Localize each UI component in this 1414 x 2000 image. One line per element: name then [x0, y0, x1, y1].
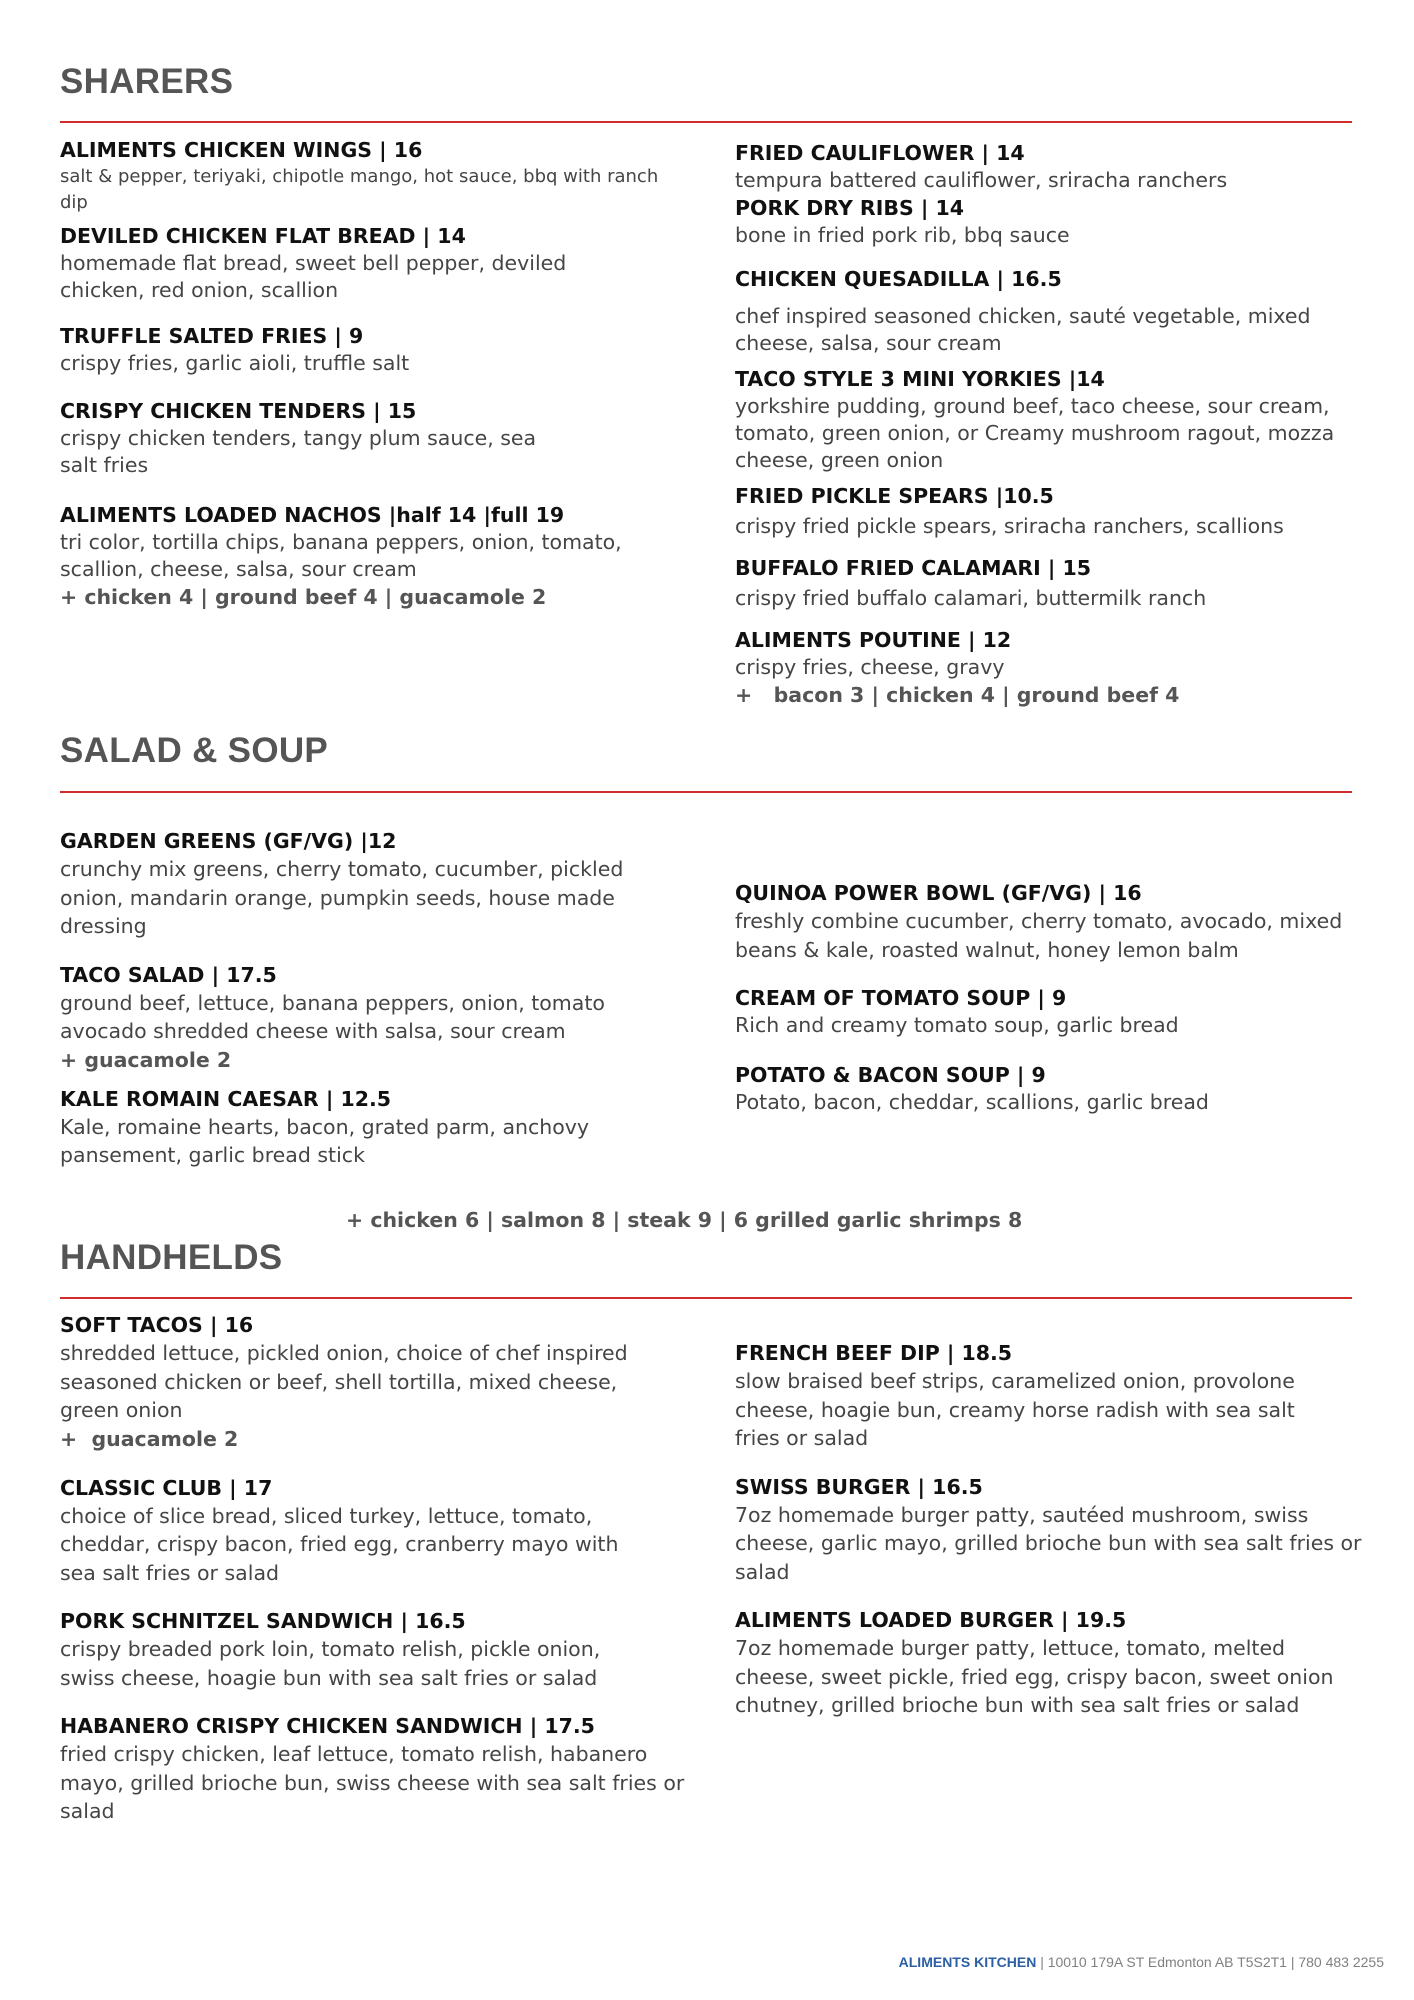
menu-item-loaded-nachos: [60, 501, 700, 612]
item-addons: + chicken 4 | ground beef 4 | guacamole 2: [60, 585, 547, 609]
item-name: FRIED CAULIFLOWER | 14: [735, 141, 1025, 165]
item-description: crunchy mix greens, cherry tomato, cucumber, pickled onion, mandarin orange, pumpkin seeds, house made dressing: [60, 857, 624, 938]
section-title-sharers: SHARERS: [60, 62, 234, 101]
item-name: HABANERO CRISPY CHICKEN SANDWICH | 17.5: [60, 1714, 595, 1738]
item-description: choice of slice bread, sliced turkey, lettuce, tomato, cheddar, crispy bacon, fried egg, cranberry mayo with sea salt fries or salad: [60, 1503, 619, 1585]
item-addons: + guacamole 2: [60, 1047, 232, 1072]
menu-item-garden-greens: [60, 827, 700, 941]
item-name: PORK SCHNITZEL SANDWICH | 16.5: [60, 1609, 466, 1633]
menu-item-buffalo-calamari: [735, 554, 1375, 612]
menu-item-poutine: [735, 626, 1375, 710]
item-description: 7oz homemade burger patty, lettuce, tomato, melted cheese, sweet pickle, fried egg, crispy bacon, sweet onion chutney, grilled brioche bun with sea salt fries or salad: [735, 1636, 1334, 1717]
menu-item-crispy-chicken-tenders: [60, 397, 700, 479]
item-addons: + guacamole 2: [60, 1426, 239, 1451]
menu-item-potato-bacon-soup: [735, 1061, 1375, 1116]
menu-item-french-beef-dip: [735, 1339, 1375, 1453]
item-description: salt & pepper, teriyaki, chipotle mango, hot sauce, bbq with ranch dip: [60, 166, 659, 213]
item-description: slow braised beef strips, caramelized onion, provolone cheese, hoagie bun, creamy horse radish with sea salt fries or salad: [735, 1369, 1295, 1450]
handhelds-left-column: [60, 1311, 700, 1826]
item-description: crispy fried buffalo calamari, buttermilk ranch: [735, 586, 1207, 610]
section-divider: [60, 1297, 1352, 1299]
salad-protein-addons: + chicken 6 | salmon 8 | steak 9 | 6 grilled garlic shrimps 8: [346, 1208, 1023, 1232]
item-description: crispy chicken tenders, tangy plum sauce, sea salt fries: [60, 426, 537, 477]
menu-item-soft-tacos: [60, 1311, 700, 1454]
item-description: tempura battered cauliflower, sriracha ranchers: [735, 168, 1228, 192]
item-description: Rich and creamy tomato soup, garlic bread: [735, 1013, 1179, 1037]
item-name: SOFT TACOS | 16: [60, 1313, 254, 1337]
menu-item-classic-club: [60, 1474, 700, 1588]
section-divider: [60, 121, 1352, 123]
section-title-salad-soup: SALAD & SOUP: [60, 731, 329, 770]
menu-item-pork-dry-ribs: [735, 194, 1375, 249]
item-name: ALIMENTS LOADED NACHOS |half 14 |full 19: [60, 503, 565, 527]
item-description: yorkshire pudding, ground beef, taco cheese, sour cream, tomato, green onion, or Creamy mushroom ragout, mozza cheese, green onion: [735, 394, 1335, 472]
item-name: KALE ROMAIN CAESAR | 12.5: [60, 1086, 392, 1111]
item-description: crispy fries, garlic aioli, truffle salt: [60, 351, 410, 375]
item-name: BUFFALO FRIED CALAMARI | 15: [735, 556, 1092, 580]
item-description: Potato, bacon, cheddar, scallions, garlic bread: [735, 1090, 1209, 1114]
item-name: CHICKEN QUESADILLA | 16.5: [735, 267, 1062, 291]
item-name: FRENCH BEEF DIP | 18.5: [735, 1341, 1013, 1365]
menu-item-habanero-chicken-sandwich: [60, 1712, 700, 1826]
item-description: homemade flat bread, sweet bell pepper, deviled chicken, red onion, scallion: [60, 251, 567, 302]
item-name: TACO STYLE 3 MINI YORKIES |14: [735, 367, 1105, 391]
menu-item-chicken-wings: [60, 136, 700, 216]
menu-item-quinoa-power-bowl: [735, 879, 1375, 964]
menu-item-taco-salad: [60, 961, 700, 1075]
menu-item-truffle-salted-fries: [60, 322, 700, 377]
menu-item-kale-caesar: [60, 1085, 700, 1170]
section-divider: [60, 791, 1352, 793]
item-name: CLASSIC CLUB | 17: [60, 1475, 273, 1500]
item-description: shredded lettuce, pickled onion, choice of chef inspired seasoned chicken or beef, shell tortilla, mixed cheese, green onion: [60, 1341, 628, 1422]
item-description: ground beef, lettuce, banana peppers, onion, tomato avocado shredded cheese with salsa, sour cream: [60, 990, 605, 1043]
menu-item-fried-cauliflower: [735, 139, 1375, 194]
item-addons: + bacon 3 | chicken 4 | ground beef 4: [735, 683, 1180, 707]
menu-item-fried-pickle-spears: [735, 482, 1375, 540]
salad-soup-left-column: [60, 827, 700, 1170]
item-description: Kale, romaine hearts, bacon, grated parm, anchovy pansement, garlic bread stick: [60, 1114, 590, 1167]
item-name: CREAM OF TOMATO SOUP | 9: [735, 986, 1067, 1010]
item-name: GARDEN GREENS (GF/VG) |12: [60, 829, 397, 853]
item-name: ALIMENTS CHICKEN WINGS | 16: [60, 138, 423, 162]
sharers-right-column: [735, 139, 1375, 710]
sharers-left-column: [60, 136, 700, 612]
menu-item-pork-schnitzel-sandwich: [60, 1607, 700, 1692]
footer-brand: ALIMENTS KITCHEN: [898, 1954, 1037, 1970]
item-description: 7oz homemade burger patty, sautéed mushroom, swiss cheese, garlic mayo, grilled brioche bun with sea salt fries or salad: [735, 1502, 1362, 1584]
item-name: SWISS BURGER | 16.5: [735, 1474, 983, 1499]
item-description: crispy fries, cheese, gravy: [735, 655, 1005, 679]
item-name: ALIMENTS POUTINE | 12: [735, 628, 1012, 652]
footer-address-phone: | 10010 179A ST Edmonton AB T5S2T1 | 780 483 2255: [1036, 1954, 1384, 1970]
item-description: chef inspired seasoned chicken, sauté vegetable, mixed cheese, salsa, sour cream: [735, 304, 1311, 355]
salad-soup-right-column: [735, 879, 1375, 1116]
item-name: ALIMENTS LOADED BURGER | 19.5: [735, 1608, 1127, 1632]
item-name: TRUFFLE SALTED FRIES | 9: [60, 324, 364, 348]
item-description: crispy breaded pork loin, tomato relish, pickle onion, swiss cheese, hoagie bun with sea salt fries or salad: [60, 1637, 601, 1690]
item-description: bone in fried pork rib, bbq sauce: [735, 223, 1070, 247]
item-description: freshly combine cucumber, cherry tomato, avocado, mixed beans & kale, roasted walnut, honey lemon balm: [735, 909, 1343, 962]
menu-item-mini-yorkies: [735, 365, 1375, 474]
footer: [899, 1954, 1384, 1970]
menu-item-swiss-burger: [735, 1473, 1375, 1587]
item-name: DEVILED CHICKEN FLAT BREAD | 14: [60, 224, 466, 248]
item-name: QUINOA POWER BOWL (GF/VG) | 16: [735, 881, 1142, 905]
item-name: TACO SALAD | 17.5: [60, 962, 277, 987]
handhelds-right-column: [735, 1339, 1375, 1720]
item-description: fried crispy chicken, leaf lettuce, tomato relish, habanero mayo, grilled brioche bun, swiss cheese with sea salt fries or salad: [60, 1742, 685, 1823]
item-name: PORK DRY RIBS | 14: [735, 196, 965, 220]
item-description: crispy fried pickle spears, sriracha ranchers, scallions: [735, 514, 1284, 538]
item-name: FRIED PICKLE SPEARS |10.5: [735, 484, 1054, 508]
menu-item-deviled-chicken-flat-bread: [60, 222, 700, 304]
menu-item-loaded-burger: [735, 1606, 1375, 1720]
item-description: tri color, tortilla chips, banana peppers, onion, tomato, scallion, cheese, salsa, sour cream: [60, 530, 622, 581]
section-title-handhelds: HANDHELDS: [60, 1238, 283, 1277]
menu-item-chicken-quesadilla: [735, 265, 1375, 357]
item-name: CRISPY CHICKEN TENDERS | 15: [60, 399, 417, 423]
menu-item-cream-of-tomato-soup: [735, 984, 1375, 1039]
item-name: POTATO & BACON SOUP | 9: [735, 1063, 1046, 1087]
